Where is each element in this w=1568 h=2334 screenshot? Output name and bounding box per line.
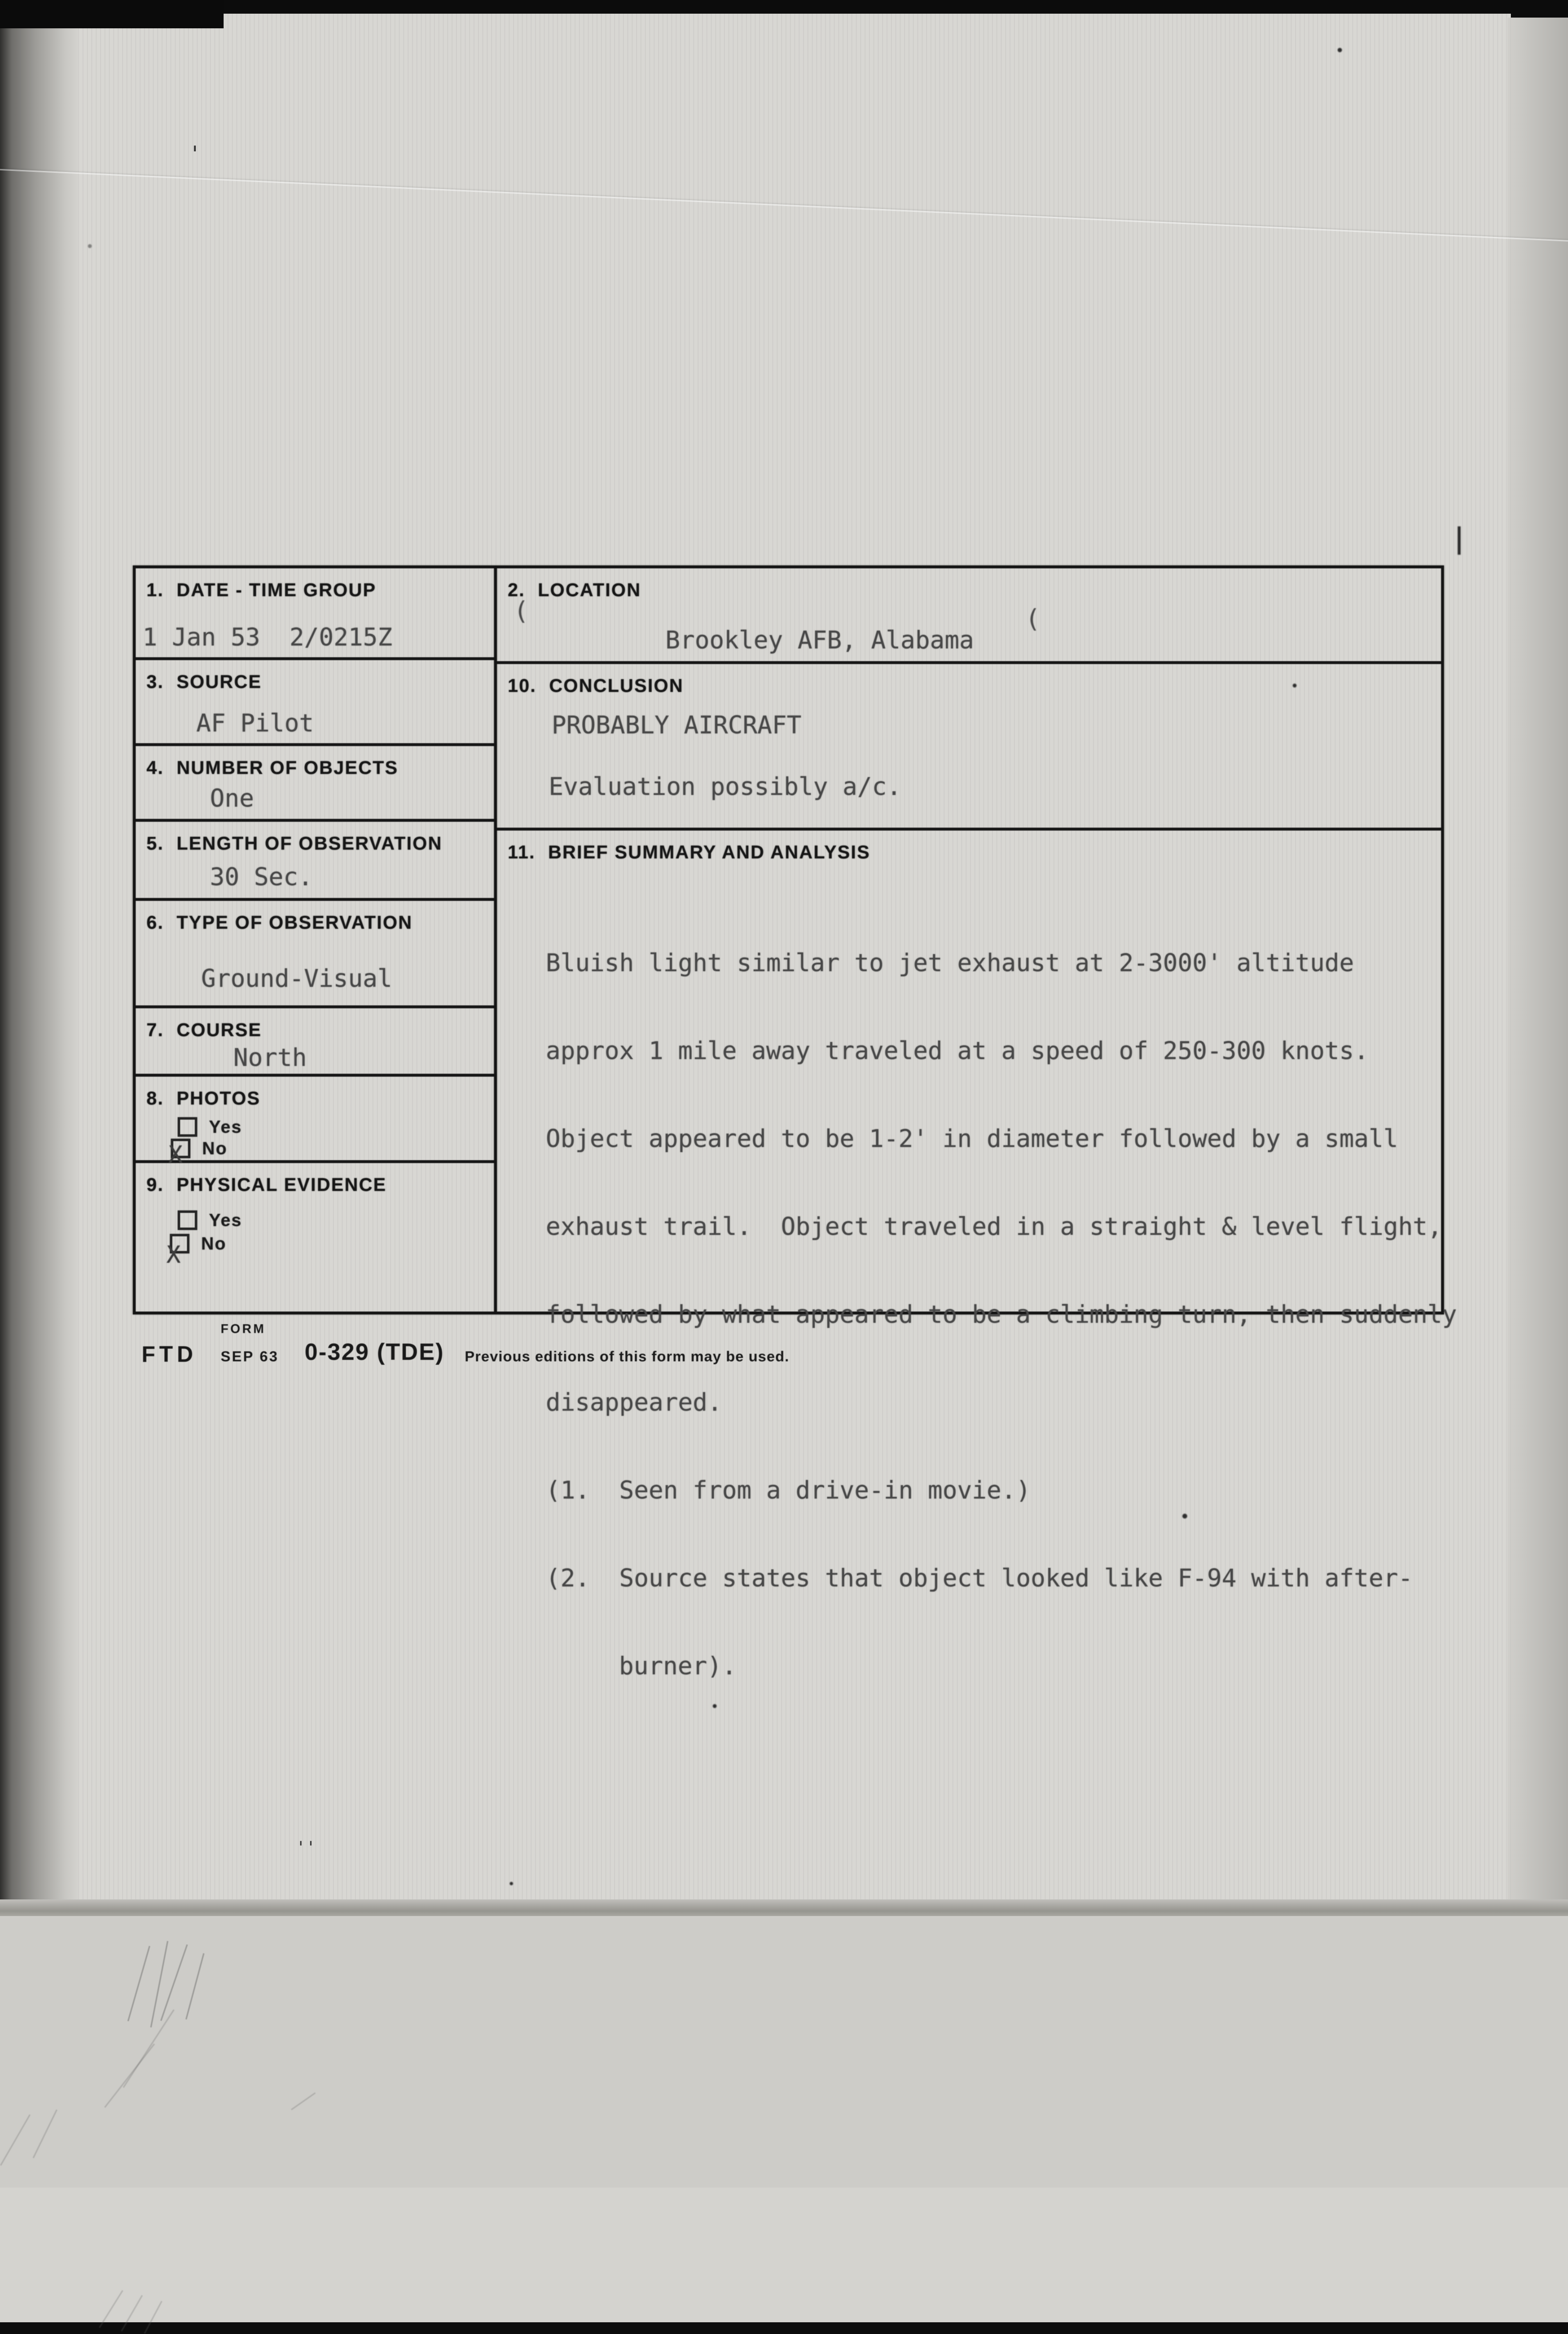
stray-tick-mark: ' [188,142,202,167]
checkbox-unchecked [178,1117,197,1137]
summary-line: Bluish light similar to jet exhaust at 2-3000' altitude [546,949,1354,977]
summary-line: burner). [619,1652,737,1680]
field-label [146,1020,262,1041]
field-label-text: COURSE [176,1020,262,1041]
field-conclusion [497,664,1441,831]
x-mark: X [166,1241,181,1269]
field-photos [136,1077,494,1168]
field-number: 2. [508,580,525,601]
field-value: 30 Sec. [210,863,313,891]
field-label-text: TYPE OF OBSERVATION [176,913,413,933]
field-value: One [210,784,254,813]
field-label [146,913,413,934]
field-number: 4. [146,758,164,778]
speck [1293,684,1297,688]
photos-option-yes [178,1117,242,1137]
field-label-text: CONCLUSION [549,676,684,696]
summary-line: Object appeared to be 1-2' in diameter followed by a small [546,1125,1398,1153]
footer-note: Previous editions of this form may be used. [465,1349,789,1365]
speck [1338,48,1342,52]
stray-paren-mark: ( [1025,604,1041,634]
field-number: 3. [146,672,164,692]
field-physical-evidence [136,1163,494,1312]
field-label-text: PHOTOS [176,1088,261,1109]
field-date-time-group [136,568,494,660]
field-label [146,834,442,854]
field-location [497,568,1441,664]
field-label-text: PHYSICAL EVIDENCE [176,1175,387,1195]
speck [713,1704,717,1708]
checkbox-checked [166,1234,189,1269]
stray-double-tick-mark: '' [296,1838,316,1857]
field-label [146,1088,260,1109]
field-label [146,672,262,693]
summary-line: approx 1 mile away traveled at a speed of 250-300 knots. [546,1037,1369,1065]
field-value: AF Pilot [196,709,314,737]
summary-line: disappeared. [546,1388,722,1417]
stray-vertical-stroke [1458,526,1461,555]
speck [1182,1514,1187,1519]
field-label-text: BRIEF SUMMARY AND ANALYSIS [548,842,870,863]
summary-text-block [546,892,1457,1740]
field-number: 5. [146,834,164,854]
field-number: 1. [146,580,164,601]
field-value: 1 Jan 53 2/0215Z [143,623,392,651]
footer-form-word: FORM [221,1321,266,1336]
conclusion-line-1: PROBABLY AIRCRAFT [552,711,802,739]
field-label-text: SOURCE [176,672,262,692]
field-number: 11. [508,842,536,863]
footer-agency: FTD [142,1341,197,1367]
field-number: 6. [146,913,164,933]
summary-line: (2. Source states that object looked like F-94 with after- [546,1564,1413,1592]
field-number: 9. [146,1175,164,1195]
field-label-text: LENGTH OF OBSERVATION [176,834,443,854]
conclusion-line-2: Evaluation possibly a/c. [549,772,902,801]
field-label-text: NUMBER OF OBJECTS [176,758,398,778]
field-label [146,580,376,601]
field-type-of-observation [136,901,494,1008]
summary-line: exhaust trail. Object traveled in a straight & level flight, [546,1212,1443,1241]
stray-paren-mark: ( [514,597,529,626]
summary-line: (1. Seen from a drive-in movie.) [546,1476,1031,1504]
summary-line: followed by what appeared to be a climbing turn, then suddenly [546,1300,1457,1329]
field-label-text: LOCATION [537,580,641,601]
field-number: 8. [146,1088,164,1109]
physical-evidence-option-yes [178,1210,242,1230]
footer-form-number: 0-329 (TDE) [305,1339,445,1365]
checkbox-label: No [201,1233,227,1253]
checkbox-unchecked [178,1210,197,1230]
checkbox-label: Yes [209,1210,243,1230]
photos-option-no [168,1138,227,1168]
field-value: North [233,1043,307,1072]
footer-edition-date: SEP 63 [221,1349,279,1365]
speck [510,1882,513,1885]
checkbox-label: Yes [209,1117,243,1137]
speck [88,244,92,248]
field-value: Brookley AFB, Alabama [665,626,974,654]
field-number-of-objects [136,746,494,822]
field-label [508,842,870,863]
field-number: 10. [508,676,536,696]
checkbox-checked [168,1139,190,1168]
field-number: 7. [146,1020,164,1041]
field-label-text: DATE - TIME GROUP [176,580,376,601]
x-mark: X [168,1141,183,1168]
field-label [146,758,398,779]
field-label [508,676,683,697]
physical-evidence-option-no [166,1233,227,1269]
field-value: Ground-Visual [201,964,392,993]
field-source [136,660,494,746]
field-label [146,1175,387,1196]
checkbox-label: No [202,1138,227,1158]
field-course [136,1008,494,1077]
field-length-of-observation [136,822,494,901]
